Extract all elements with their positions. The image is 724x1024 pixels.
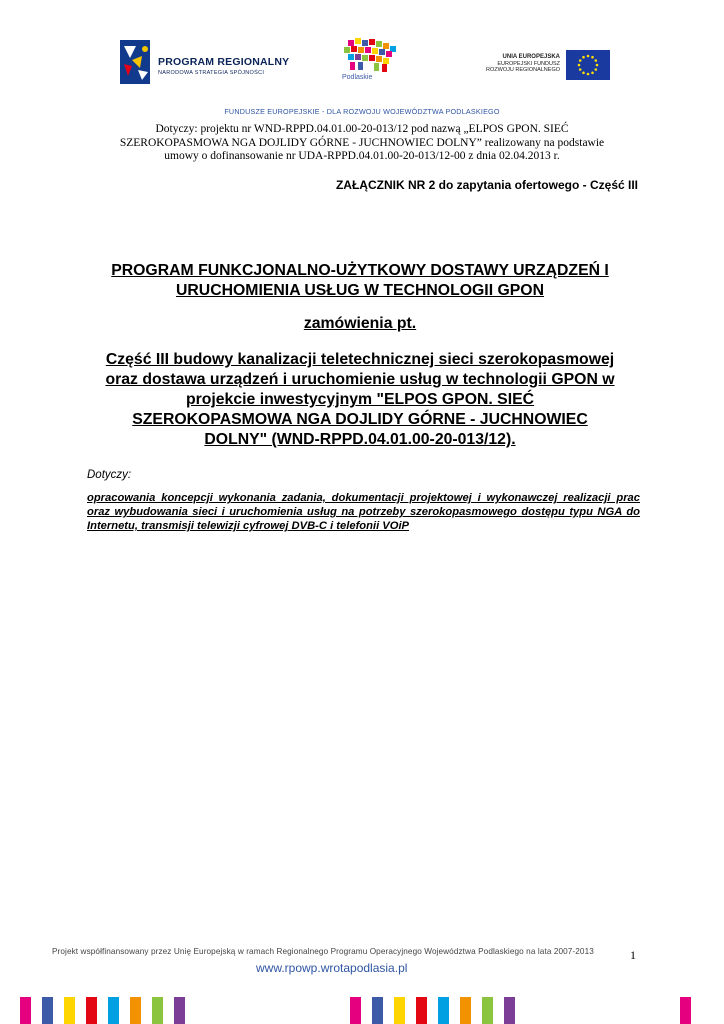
- part-title-line-1: Część III budowy kanalizacji teletechnicznej sieci szerokopasmowej: [105, 351, 615, 368]
- project-reference-line-3: umowy o dofinansowanie nr UDA-RPPD.04.01.00-20-013/12-00 z dnia 02.04.2013 r.: [164, 150, 560, 162]
- header-logos: [0, 0, 724, 100]
- color-stripe-segment: [438, 997, 449, 1024]
- podlaskie-logo: [326, 36, 416, 88]
- regarding-text: opracowania koncepcji wykonania zadania, dokumentacji projektowej i wykonawczej realizacji prac oraz wybudowania sieci i uruchomienia usług na potrzeby szerokopasmowego dostępu typu NGA do Internetu, transmisji telewizji cyfrowej DVB-C i telefonii VOiP: [87, 492, 640, 532]
- part-title-line-5: DOLNY" (WND-RPPD.04.01.00-20-013/12).: [204, 431, 516, 448]
- color-stripe-segment: [526, 997, 537, 1024]
- color-stripe-segment: [680, 997, 691, 1024]
- document-title: [60, 261, 660, 301]
- funds-tagline: FUNDUSZE EUROPEJSKIE - DLA ROZWOJU WOJEWÓDZTWA PODLASKIEGO: [224, 107, 500, 116]
- color-stripe-segment: [42, 997, 53, 1024]
- document-title-line-1: PROGRAM FUNKCJONALNO-UŻYTKOWY DOSTAWY URZĄDZEŃ I: [111, 262, 609, 279]
- attachment-label: ZAŁĄCZNIK NR 2 do zapytania ofertowego - Część III: [335, 178, 638, 192]
- color-stripe-segment: [416, 997, 427, 1024]
- document-title-line-2: URUCHOMIENIA USŁUG W TECHNOLOGII GPON: [175, 282, 544, 299]
- bison-mosaic-icon: [326, 36, 416, 76]
- part-title-line-4: SZEROKOPASMOWA NGA DOJLIDY GÓRNE - JUCHNOWIEC: [132, 411, 588, 428]
- program-regionalny-title: PROGRAM REGIONALNY: [158, 56, 290, 68]
- eu-flag-icon: [566, 50, 610, 80]
- color-stripe-segment: [394, 997, 405, 1024]
- color-stripe-segment: [284, 997, 295, 1024]
- color-stripe-segment: [636, 997, 647, 1024]
- color-stripe-segment: [570, 997, 581, 1024]
- part-title: [70, 350, 650, 450]
- color-stripe-decoration: [20, 997, 706, 1024]
- color-stripe-segment: [306, 997, 317, 1024]
- program-regionalny-logo: [120, 40, 300, 88]
- eu-logo: [476, 50, 610, 84]
- color-stripe-segment: [240, 997, 251, 1024]
- regarding-label: Dotyczy:: [87, 469, 132, 481]
- color-stripe-segment: [196, 997, 207, 1024]
- color-stripe-segment: [460, 997, 471, 1024]
- color-stripe-segment: [548, 997, 559, 1024]
- color-stripe-segment: [108, 997, 119, 1024]
- color-stripe-segment: [658, 997, 669, 1024]
- project-reference-line-2: SZEROKOPASMOWA NGA DOJLIDY GÓRNE - JUCHNOWIEC DOLNY” realizowany na podstawie: [119, 136, 605, 149]
- color-stripe-segment: [218, 997, 229, 1024]
- color-stripe-segment: [86, 997, 97, 1024]
- eu-logo-line-3: ROZWOJU REGIONALNEGO: [486, 67, 560, 74]
- cofinancing-note: Projekt współfinansowany przez Unię Europejską w ramach Regionalnego Programu Operacyjnego Województwa Podlaskiego na lata 2007-2013: [52, 947, 594, 956]
- order-heading: zamówienia pt.: [303, 315, 417, 332]
- eu-logo-text: [486, 54, 560, 74]
- color-stripe-segment: [328, 997, 339, 1024]
- program-regionalny-subtitle: NARODOWA STRATEGIA SPÓJNOŚCI: [158, 70, 265, 76]
- eu-logo-line-2: EUROPEJSKI FUNDUSZ: [497, 60, 560, 67]
- project-reference: [92, 123, 632, 164]
- part-title-line-2: oraz dostawa urządzeń i uruchomienie usług w technologii GPON w: [105, 371, 615, 388]
- color-stripe-segment: [372, 997, 383, 1024]
- color-stripe-segment: [504, 997, 515, 1024]
- color-stripe-segment: [20, 997, 31, 1024]
- color-stripe-segment: [64, 997, 75, 1024]
- color-stripe-segment: [614, 997, 625, 1024]
- part-title-line-3: projekcie inwestycyjnym "ELPOS GPON. SIEĆ: [185, 391, 535, 408]
- program-regionalny-emblem-icon: [120, 40, 154, 84]
- color-stripe-segment: [350, 997, 361, 1024]
- color-stripe-segment: [174, 997, 185, 1024]
- color-stripe-segment: [482, 997, 493, 1024]
- eu-logo-line-1: UNIA EUROPEJSKA: [502, 54, 560, 60]
- footer-website-link[interactable]: www.rpowp.wrotapodlasia.pl: [256, 961, 408, 975]
- color-stripe-segment: [262, 997, 273, 1024]
- color-stripe-segment: [152, 997, 163, 1024]
- podlaskie-label: Podlaskie: [342, 74, 373, 81]
- color-stripe-segment: [130, 997, 141, 1024]
- page-number: 1: [630, 948, 636, 962]
- project-reference-line-1: Dotyczy: projektu nr WND-RPPD.04.01.00-20-013/12 pod nazwą „ELPOS GPON. SIEĆ: [155, 123, 569, 135]
- color-stripe-segment: [592, 997, 603, 1024]
